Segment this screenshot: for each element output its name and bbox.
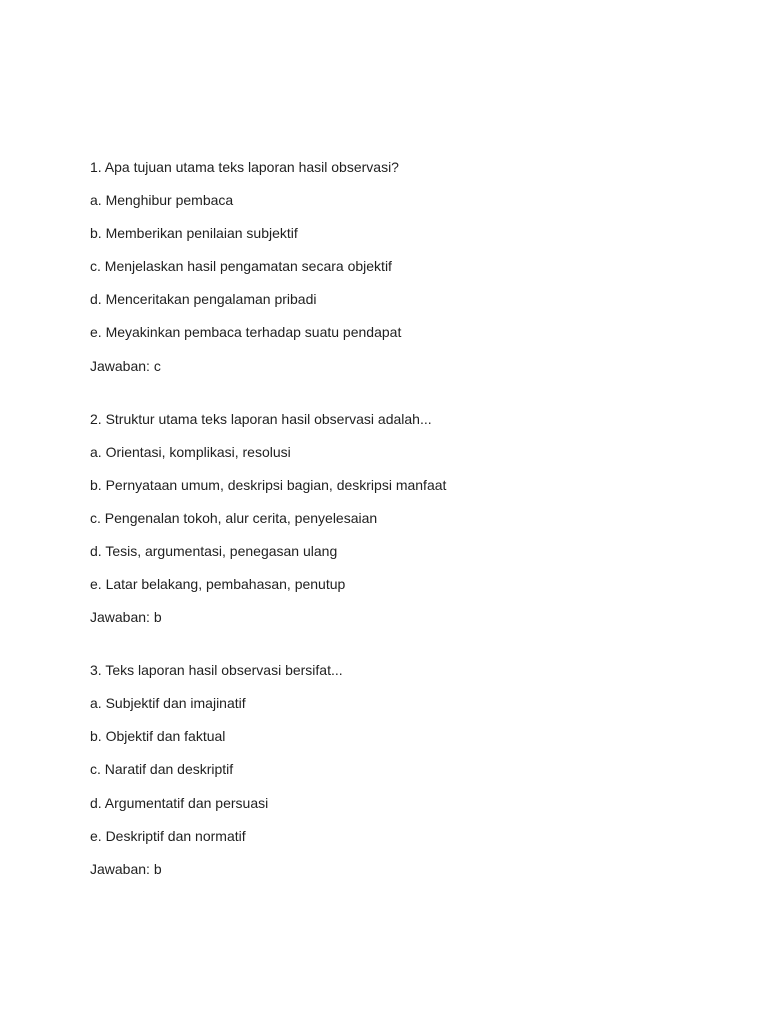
question-block-2 <box>90 409 710 628</box>
answer-text: Jawaban: b <box>90 860 162 877</box>
option-c: c. Naratif dan deskriptif <box>90 761 234 778</box>
document-content <box>90 157 710 892</box>
option-e: e. Deskriptif dan normatif <box>90 827 246 844</box>
option-e: e. Latar belakang, pembahasan, penutup <box>90 576 346 593</box>
question-text: 1. Apa tujuan utama teks laporan hasil observasi? <box>90 159 399 175</box>
option-c: c. Pengenalan tokoh, alur cerita, penyelesaian <box>90 509 378 526</box>
option-d: d. Tesis, argumentasi, penegasan ulang <box>90 542 338 559</box>
option-a: a. Subjektif dan imajinatif <box>90 695 246 712</box>
option-a: a. Menghibur pembaca <box>90 192 234 209</box>
option-a: a. Orientasi, komplikasi, resolusi <box>90 443 291 460</box>
option-b: b. Pernyataan umum, deskripsi bagian, deskripsi manfaat <box>90 476 447 493</box>
option-c: c. Menjelaskan hasil pengamatan secara objektif <box>90 258 392 275</box>
option-e: e. Meyakinkan pembaca terhadap suatu pendapat <box>90 324 402 341</box>
question-block-3 <box>90 660 710 879</box>
option-b: b. Memberikan penilaian subjektif <box>90 225 298 242</box>
question-text: 3. Teks laporan hasil observasi bersifat... <box>90 662 343 679</box>
option-d: d. Argumentatif dan persuasi <box>90 794 269 811</box>
answer-text: Jawaban: c <box>90 357 161 374</box>
question-text: 2. Struktur utama teks laporan hasil observasi adalah... <box>90 410 432 427</box>
answer-text: Jawaban: b <box>90 609 162 626</box>
option-d: d. Menceritakan pengalaman pribadi <box>90 291 317 308</box>
question-block-1 <box>90 157 710 376</box>
option-b: b. Objektif dan faktual <box>90 728 226 745</box>
